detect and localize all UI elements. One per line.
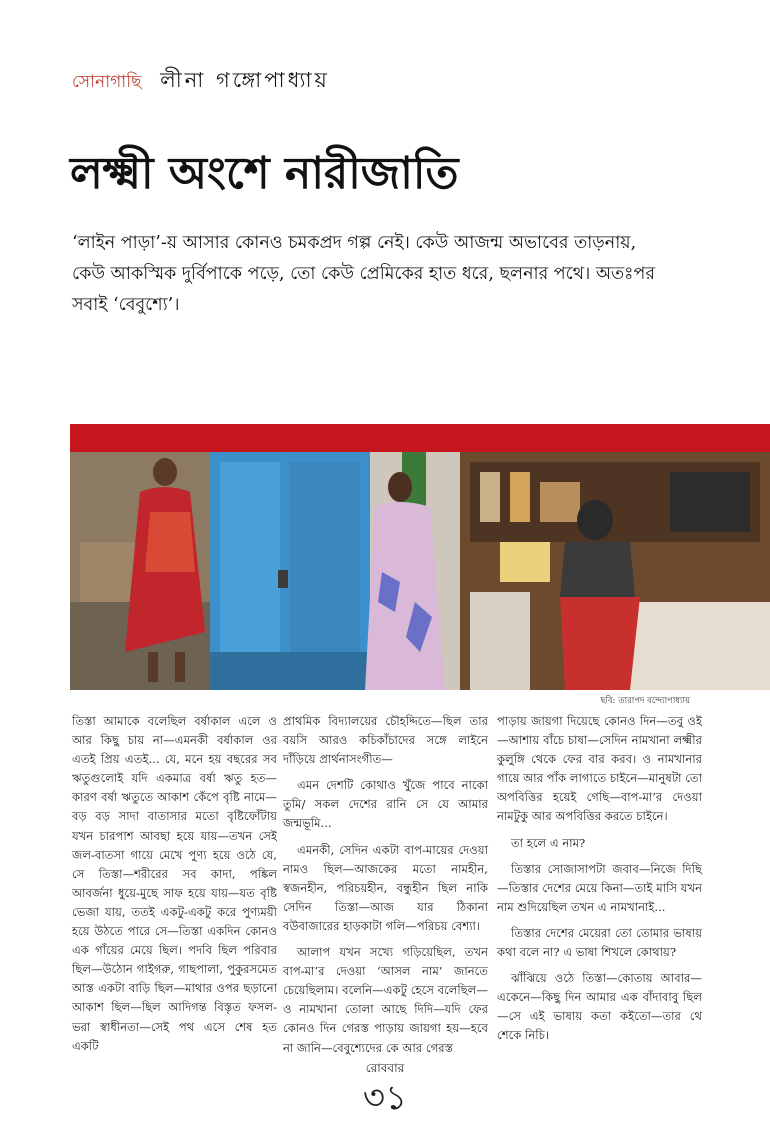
paragraph: আলাপ যখন সখ্যে গড়িয়েছিল, তখন বাপ-মা’র দেওয়া ‘আসল নাম’ জানতে চেয়েছিলাম। বলেনি—একটু হেসে বলেছিল—ও নামখানা তোলা আছে দিদি—যদি ফের কোনও দিন গেরস্ত পাড়ায় জায়গা হয়—হবে না জানি—বেবুশ্যেদের কে আর গেরস্ত xyxy=(283,945,488,1055)
page-number: ৩১ xyxy=(362,1078,408,1118)
article-title: লক্ষ্মী অংশে নারীজাতি xyxy=(70,148,459,199)
author-name: লীনা গঙ্গোপাধ্যায় xyxy=(160,68,330,92)
standfirst: ‘লাইন পাড়া’-য় আসার কোনও চমকপ্রদ গল্প নেই। কেউ আজন্ম অভাবের তাড়নায়, কেউ আকস্মিক দুর্বিপাকে পড়ে, তো কেউ প্রেমিকের হাত ধরে, ছলনার পথে। অতঃপর সবাই ‘বেবুশ্যে’। xyxy=(72,233,655,315)
page-folio xyxy=(0,1060,770,1116)
paragraph: প্রাথমিক বিদ্যালয়ের চৌহদ্দিতে—ছিল তার বয়সি আরও কচিকাঁচাদের সঙ্গে লাইনে দাঁড়িয়ে প্রার্থনাসংগীত— xyxy=(283,714,488,767)
paragraph: তিস্তার দেশের মেয়েরা তো তোমার ভাষায় কথা বলে না? এ ভাষা শিখলে কোথায়? xyxy=(497,925,702,960)
section-label: সোনাগাছি xyxy=(72,72,142,92)
body-column-1 xyxy=(72,712,277,1063)
red-banner xyxy=(70,424,770,452)
body-column-2 xyxy=(283,712,488,1065)
paragraph: তিস্তার সোজাসাপটা জবাব—নিজে দিছি—তিস্তার দেশের মেয়ে কিনা—তাই মাসি যখন নাম শুদিয়েছিল তখন এ নামখানাই... xyxy=(497,861,702,914)
magazine-name: রোববার xyxy=(365,1061,405,1075)
paragraph: তিস্তা আমাকে বলেছিল বর্ষাকাল এলে ও আর কিছু চায় না—এমনকী বর্ষাকাল ওর এতই প্রিয় এতই... যে, মনে হয় বছরের সব ঋতুগুলোই যদি একমাত্র বর্ষা ঋতু হত—কারণ বর্ষা ঋতুতে আকাশ কেঁপে বৃষ্টি নামে—বড় বড় সাদা বাতাসার মতো বৃষ্টিফোঁটায় যখন চারপাশ আবছা হয়ে যায়—তখন সেই জল-বাতসা গায়ে মেখে পুণ্য হয়ে ওঠে যে, সে তিস্তা—শরীরের সব কাদা, পঙ্কিল আবর্জনা ধুয়ে-মুছে সাফ হয়ে যায়—যত বৃষ্টি ভেজা যায়, ততই একটু-একটু করে পুণ্যময়ী হয়ে উঠতে পারে সে—তিস্তা একদিন কোনও এক গাঁয়ের মেয়ে ছিল। পদবি ছিল পরিবার ছিল—উঠোন গাইগরু, গাছপালা, পুকুরসমেত আস্ত একটা বাড়ি ছিল—মাথার ওপর ছড়ানো আকাশ ছিল—ছিল আদিগন্ত বিস্তৃত ফসল-ভরা স্বাধীনতা—সেই পথ এসে শেষ হত একটি xyxy=(72,714,277,1053)
paragraph: পাড়ায় জায়গা দিয়েছে কোনও দিন—তবু ওই—আশায় বাঁচে চাষা—সেদিন নামখানা লক্ষ্মীর কুলুঙ্গি থেকে ফের বার করব। ও নামখানার গায়ে আর পাঁক লাগাতে চাইনে—মানুষটা তো অপবিত্তির হয়েই গেছি—বাপ-মা’র দেওয়া নামটুকু আর অপবিত্তির করতে চাইনে। xyxy=(497,714,702,824)
article-header xyxy=(72,64,330,99)
photo-credit: ছবি: তারাপদ বন্দ্যোপাধ্যায় xyxy=(600,696,690,706)
street-photo xyxy=(70,452,770,690)
paragraph: এমনকী, সেদিন একটা বাপ-মায়ের দেওয়া নামও ছিল—আজকের মতো নামহীন, স্বজনহীন, পরিচয়হীন, বন্ধুহীন ছিল নাকি সেদিন তিস্তা—আজ যার ঠিকানা বউবাজারের হাড়কাটা গলি—পরিচয় বেশ্যা। xyxy=(283,842,488,933)
body-column-3 xyxy=(497,712,702,1053)
paragraph: তা হলে এ নাম? xyxy=(511,835,586,850)
paragraph: এমন দেশটি কোথাও খুঁজে পাবে নাকো তুমি/ সকল দেশের রানি সে যে আমার জন্মভূমি... xyxy=(283,778,488,831)
paragraph: ঝাঁঝিয়ে ওঠে তিস্তা—কোতায় আবার—একেনে—কিছু দিন আমার এক বাঁদাবাবু ছিল—সে এই ভাষায় কতা কইতো—তার থে শেকে নিচি। xyxy=(497,971,702,1043)
